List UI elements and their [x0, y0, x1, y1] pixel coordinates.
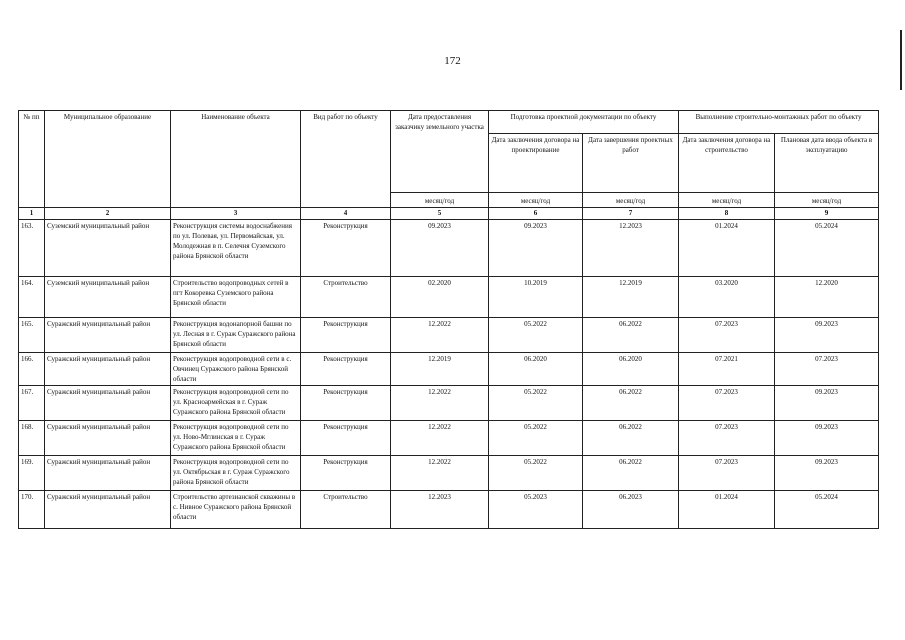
object-name-cell: Реконструкция водонапорной башни по ул. Лесная в г. Сураж Суражского района Брянской области — [171, 318, 301, 353]
municipality-cell: Суражский муниципальный район — [45, 353, 171, 386]
column-number: 2 — [45, 208, 171, 220]
row-number: 170. — [19, 491, 45, 529]
object-name-cell: Строительство артезианской скважины в с. Нивное Суражского района Брянской области — [171, 491, 301, 529]
object-name-cell: Строительство водопроводных сетей в пгт Кокоревка Суземского района Брянской области — [171, 277, 301, 318]
column-number-row — [19, 208, 879, 220]
column-number: 7 — [583, 208, 679, 220]
object-name-cell: Реконструкция водопроводной сети в с. Овчинец Суражского района Брянской области — [171, 353, 301, 386]
design-contract-cell: 05.2022 — [489, 456, 583, 491]
column-number: 6 — [489, 208, 583, 220]
table-row — [19, 353, 879, 386]
construction-contract-cell: 03.2020 — [679, 277, 775, 318]
work-type-cell: Реконструкция — [301, 353, 391, 386]
page-number: 172 — [444, 55, 461, 67]
design-completion-cell: 06.2022 — [583, 456, 679, 491]
design-completion-cell: 12.2023 — [583, 220, 679, 277]
work-type-cell: Строительство — [301, 277, 391, 318]
unit-label: месяц/год — [391, 193, 489, 208]
row-number: 169. — [19, 456, 45, 491]
design-completion-cell: 06.2022 — [583, 386, 679, 421]
object-name-cell: Реконструкция водопроводной сети по ул. Октябрьская в г. Сураж Суражского района Брянской области — [171, 456, 301, 491]
work-type-cell: Реконструкция — [301, 456, 391, 491]
land-date-cell: 12.2022 — [391, 386, 489, 421]
header-land-date: Дата предоставления заказчику земельного участка — [391, 111, 489, 193]
table-row — [19, 277, 879, 318]
header-work-type: Вид работ по объекту — [301, 111, 391, 208]
unit-label: месяц/год — [775, 193, 879, 208]
design-completion-cell: 06.2023 — [583, 491, 679, 529]
construction-contract-cell: 07.2021 — [679, 353, 775, 386]
work-type-cell: Реконструкция — [301, 318, 391, 353]
work-type-cell: Реконструкция — [301, 421, 391, 456]
construction-contract-cell: 07.2023 — [679, 318, 775, 353]
header-design-contract: Дата заключения договора на проектирование — [489, 134, 583, 193]
header-design-group: Подготовка проектной документации по объекту — [489, 111, 679, 134]
land-date-cell: 02.2020 — [391, 277, 489, 318]
row-number: 164. — [19, 277, 45, 318]
row-number: 167. — [19, 386, 45, 421]
land-date-cell: 12.2023 — [391, 491, 489, 529]
land-date-cell: 12.2019 — [391, 353, 489, 386]
header-no: № пп — [19, 111, 45, 208]
table-row — [19, 220, 879, 277]
unit-label: месяц/год — [583, 193, 679, 208]
municipality-cell: Суражский муниципальный район — [45, 421, 171, 456]
design-contract-cell: 09.2023 — [489, 220, 583, 277]
row-number: 166. — [19, 353, 45, 386]
work-type-cell: Реконструкция — [301, 220, 391, 277]
design-contract-cell: 06.2020 — [489, 353, 583, 386]
header-construction-group: Выполнение строительно-монтажных работ по объекту — [679, 111, 879, 134]
commissioning-cell: 09.2023 — [775, 318, 879, 353]
column-number: 4 — [301, 208, 391, 220]
header-design-completion: Дата завершения проектных работ — [583, 134, 679, 193]
land-date-cell: 09.2023 — [391, 220, 489, 277]
design-completion-cell: 06.2022 — [583, 421, 679, 456]
municipality-cell: Суражский муниципальный район — [45, 318, 171, 353]
column-number: 9 — [775, 208, 879, 220]
header-commissioning: Плановая дата ввода объекта в эксплуатацию — [775, 134, 879, 193]
land-date-cell: 12.2022 — [391, 421, 489, 456]
unit-label: месяц/год — [679, 193, 775, 208]
municipality-cell: Суземский муниципальный район — [45, 277, 171, 318]
municipality-cell: Суражский муниципальный район — [45, 491, 171, 529]
construction-contract-cell: 07.2023 — [679, 421, 775, 456]
row-number: 168. — [19, 421, 45, 456]
row-number: 165. — [19, 318, 45, 353]
column-number: 3 — [171, 208, 301, 220]
commissioning-cell: 07.2023 — [775, 353, 879, 386]
margin-mark — [900, 30, 902, 90]
column-number: 5 — [391, 208, 489, 220]
commissioning-cell: 05.2024 — [775, 220, 879, 277]
municipality-cell: Суражский муниципальный район — [45, 456, 171, 491]
commissioning-cell: 05.2024 — [775, 491, 879, 529]
commissioning-cell: 09.2023 — [775, 421, 879, 456]
design-contract-cell: 05.2022 — [489, 421, 583, 456]
column-number: 8 — [679, 208, 775, 220]
construction-contract-cell: 01.2024 — [679, 220, 775, 277]
design-contract-cell: 05.2023 — [489, 491, 583, 529]
commissioning-cell: 09.2023 — [775, 386, 879, 421]
land-date-cell: 12.2022 — [391, 318, 489, 353]
design-completion-cell: 12.2019 — [583, 277, 679, 318]
construction-contract-cell: 01.2024 — [679, 491, 775, 529]
objects-table — [18, 110, 879, 529]
object-name-cell: Реконструкция системы водоснабжения по ул. Полевая, ул. Первомайская, ул. Молодежная в п. Селечня Суземского района Брянской области — [171, 220, 301, 277]
table-row — [19, 421, 879, 456]
table-row — [19, 491, 879, 529]
land-date-cell: 12.2022 — [391, 456, 489, 491]
design-contract-cell: 05.2022 — [489, 386, 583, 421]
design-contract-cell: 05.2022 — [489, 318, 583, 353]
header-municipality: Муниципальное образование — [45, 111, 171, 208]
object-name-cell: Реконструкция водопроводной сети по ул. Красноармейская в г. Сураж Суражского района Брянской области — [171, 386, 301, 421]
header-object-name: Наименование объекта — [171, 111, 301, 208]
row-number: 163. — [19, 220, 45, 277]
construction-contract-cell: 07.2023 — [679, 456, 775, 491]
object-name-cell: Реконструкция водопроводной сети по ул. Ново-Мглинская в г. Сураж Суражского района Брянской области — [171, 421, 301, 456]
municipality-cell: Суземский муниципальный район — [45, 220, 171, 277]
design-completion-cell: 06.2022 — [583, 318, 679, 353]
table-row — [19, 386, 879, 421]
table-row — [19, 456, 879, 491]
unit-label: месяц/год — [489, 193, 583, 208]
column-number: 1 — [19, 208, 45, 220]
construction-contract-cell: 07.2023 — [679, 386, 775, 421]
work-type-cell: Строительство — [301, 491, 391, 529]
design-completion-cell: 06.2020 — [583, 353, 679, 386]
commissioning-cell: 09.2023 — [775, 456, 879, 491]
header-construction-contract: Дата заключения договора на строительство — [679, 134, 775, 193]
design-contract-cell: 10.2019 — [489, 277, 583, 318]
table-row — [19, 318, 879, 353]
work-type-cell: Реконструкция — [301, 386, 391, 421]
municipality-cell: Суражский муниципальный район — [45, 386, 171, 421]
commissioning-cell: 12.2020 — [775, 277, 879, 318]
